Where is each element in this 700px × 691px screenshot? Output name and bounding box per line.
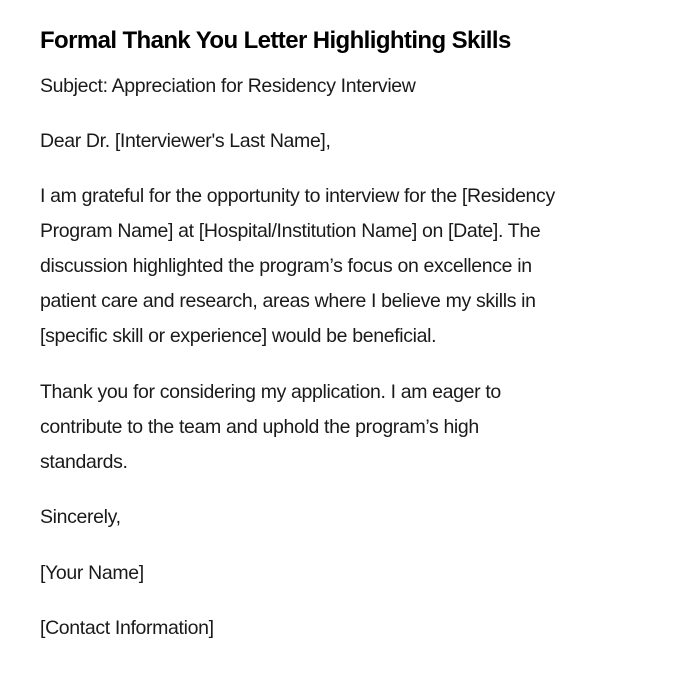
signature-contact: [Contact Information] <box>40 617 214 639</box>
closing: Sincerely, <box>40 506 121 528</box>
body-paragraph-2-line: Thank you for considering my application. I am eager to <box>40 381 501 403</box>
subject-line: Subject: Appreciation for Residency Interview <box>40 75 416 97</box>
body-paragraph-2 <box>40 375 501 480</box>
body-paragraph-1 <box>40 179 555 354</box>
body-paragraph-1-line: [specific skill or experience] would be beneficial. <box>40 325 437 347</box>
body-paragraph-1-line: discussion highlighted the program’s focus on excellence in <box>40 255 532 277</box>
document-title: Formal Thank You Letter Highlighting Skills <box>40 27 511 54</box>
body-paragraph-1-line: I am grateful for the opportunity to interview for the [Residency <box>40 185 555 207</box>
signature-name: [Your Name] <box>40 562 144 584</box>
body-paragraph-2-line: contribute to the team and uphold the program’s high <box>40 416 479 438</box>
body-paragraph-1-line: patient care and research, areas where I believe my skills in <box>40 290 536 312</box>
body-paragraph-1-line: Program Name] at [Hospital/Institution Name] on [Date]. The <box>40 220 541 242</box>
body-paragraph-2-line: standards. <box>40 451 128 473</box>
salutation: Dear Dr. [Interviewer's Last Name], <box>40 130 331 152</box>
